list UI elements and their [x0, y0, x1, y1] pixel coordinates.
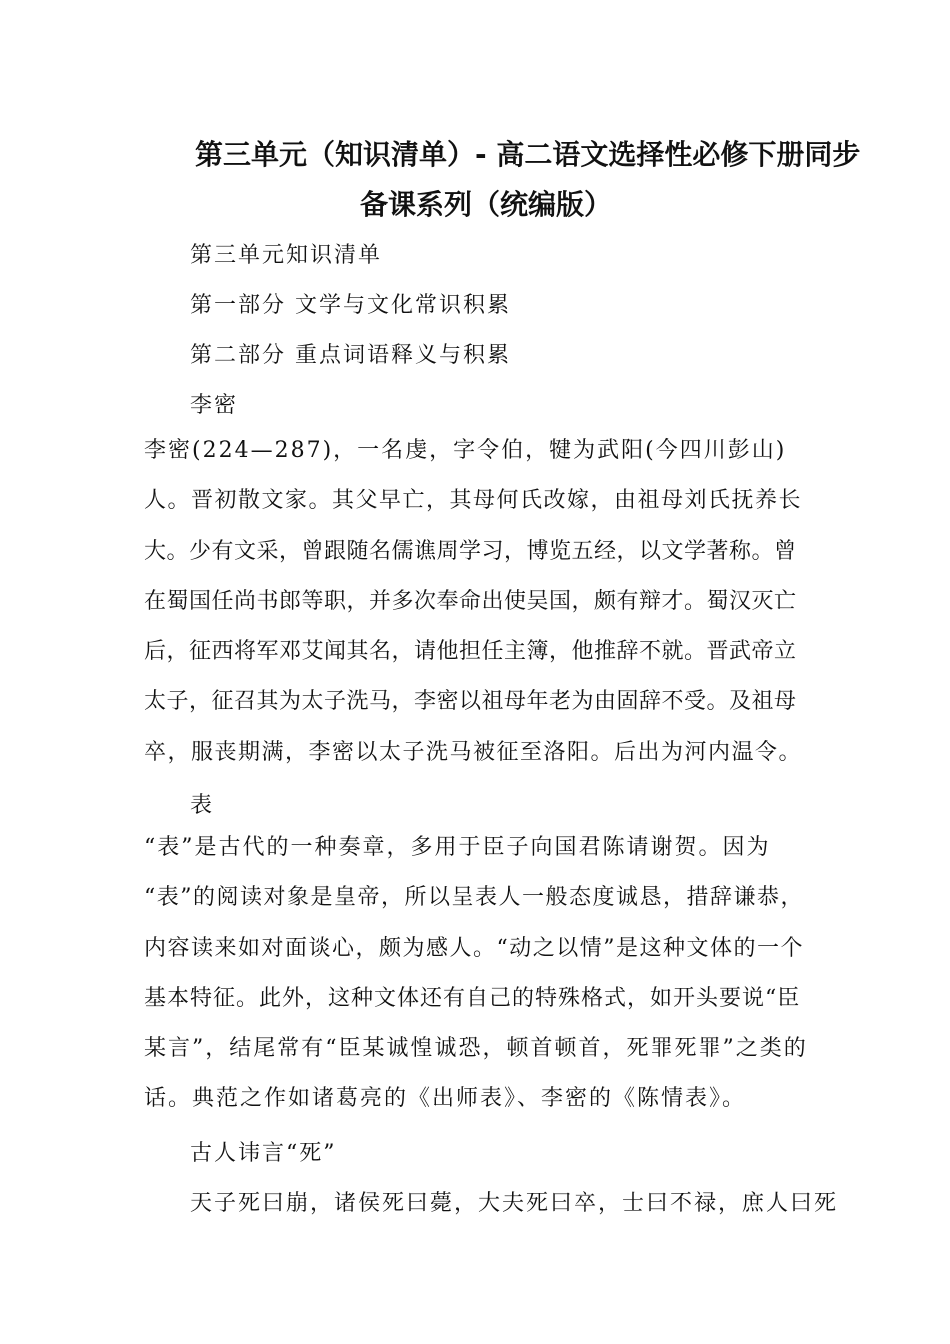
- heading-biao: 表: [190, 793, 215, 818]
- paragraph-line: 在蜀国任尚书郎等职，并多次奉命出使吴国，颇有辩才。蜀汉灭亡: [144, 588, 797, 614]
- document-title-line-1: 第三单元（知识清单）- 高二语文选择性必修下册同步: [195, 138, 861, 171]
- paragraph-line: 大。少有文采，曾跟随名儒谯周学习，博览五经，以文学著称。曾: [144, 538, 797, 564]
- li-mi-paragraph: [144, 426, 808, 778]
- heading-part-1: 第一部分 文学与文化常识积累: [190, 293, 511, 318]
- paragraph-line: 人。晋初散文家。其父早亡，其母何氏改嫁，由祖母刘氏抚养长: [144, 488, 803, 514]
- paragraph-line: 后，征西将军邓艾闻其名，请他担任主簿，他推辞不就。晋武帝立: [144, 639, 797, 665]
- paragraph-line: 基本特征。此外，这种文体还有自己的特殊格式，如开头要说“臣: [144, 985, 801, 1011]
- paragraph-line: “表”的阅读对象是皇帝，所以呈表人一般态度诚恳，措辞谦恭，: [144, 885, 804, 911]
- heading-part-2: 第二部分 重点词语释义与积累: [190, 343, 511, 368]
- paragraph-line: 太子，征召其为太子洗马，李密以祖母年老为由固辞不受。及祖母: [144, 689, 797, 715]
- heading-unit: 第三单元知识清单: [190, 243, 383, 268]
- document-title-line-2: 备课系列（统编版）: [360, 188, 613, 221]
- paragraph-line: 李密(224—287)，一名虔，字令伯，犍为武阳(今四川彭山): [144, 438, 787, 463]
- heading-li-mi: 李密: [190, 393, 239, 418]
- biao-paragraph: [144, 823, 808, 1125]
- heading-death-taboo: 古人讳言“死”: [190, 1141, 337, 1166]
- paragraph-line: 内容读来如对面谈心，颇为感人。“动之以情”是这种文体的一个: [144, 935, 804, 961]
- paragraph-line: 话。典范之作如诸葛亮的《出师表》、李密的《陈情表》。: [144, 1086, 747, 1112]
- paragraph-line: 卒，服丧期满，李密以太子洗马被征至洛阳。后出为河内温令。: [144, 739, 803, 765]
- paragraph-line: “表”是古代的一种奏章，多用于臣子向国君陈请谢贺。因为: [144, 835, 771, 860]
- death-taboo-line: 天子死曰崩，诸侯死曰薨，大夫死曰卒，士曰不禄，庶人曰死: [190, 1191, 839, 1216]
- paragraph-line: 某言”，结尾常有“臣某诚惶诚恐，顿首顿首，死罪死罪”之类的: [144, 1036, 808, 1062]
